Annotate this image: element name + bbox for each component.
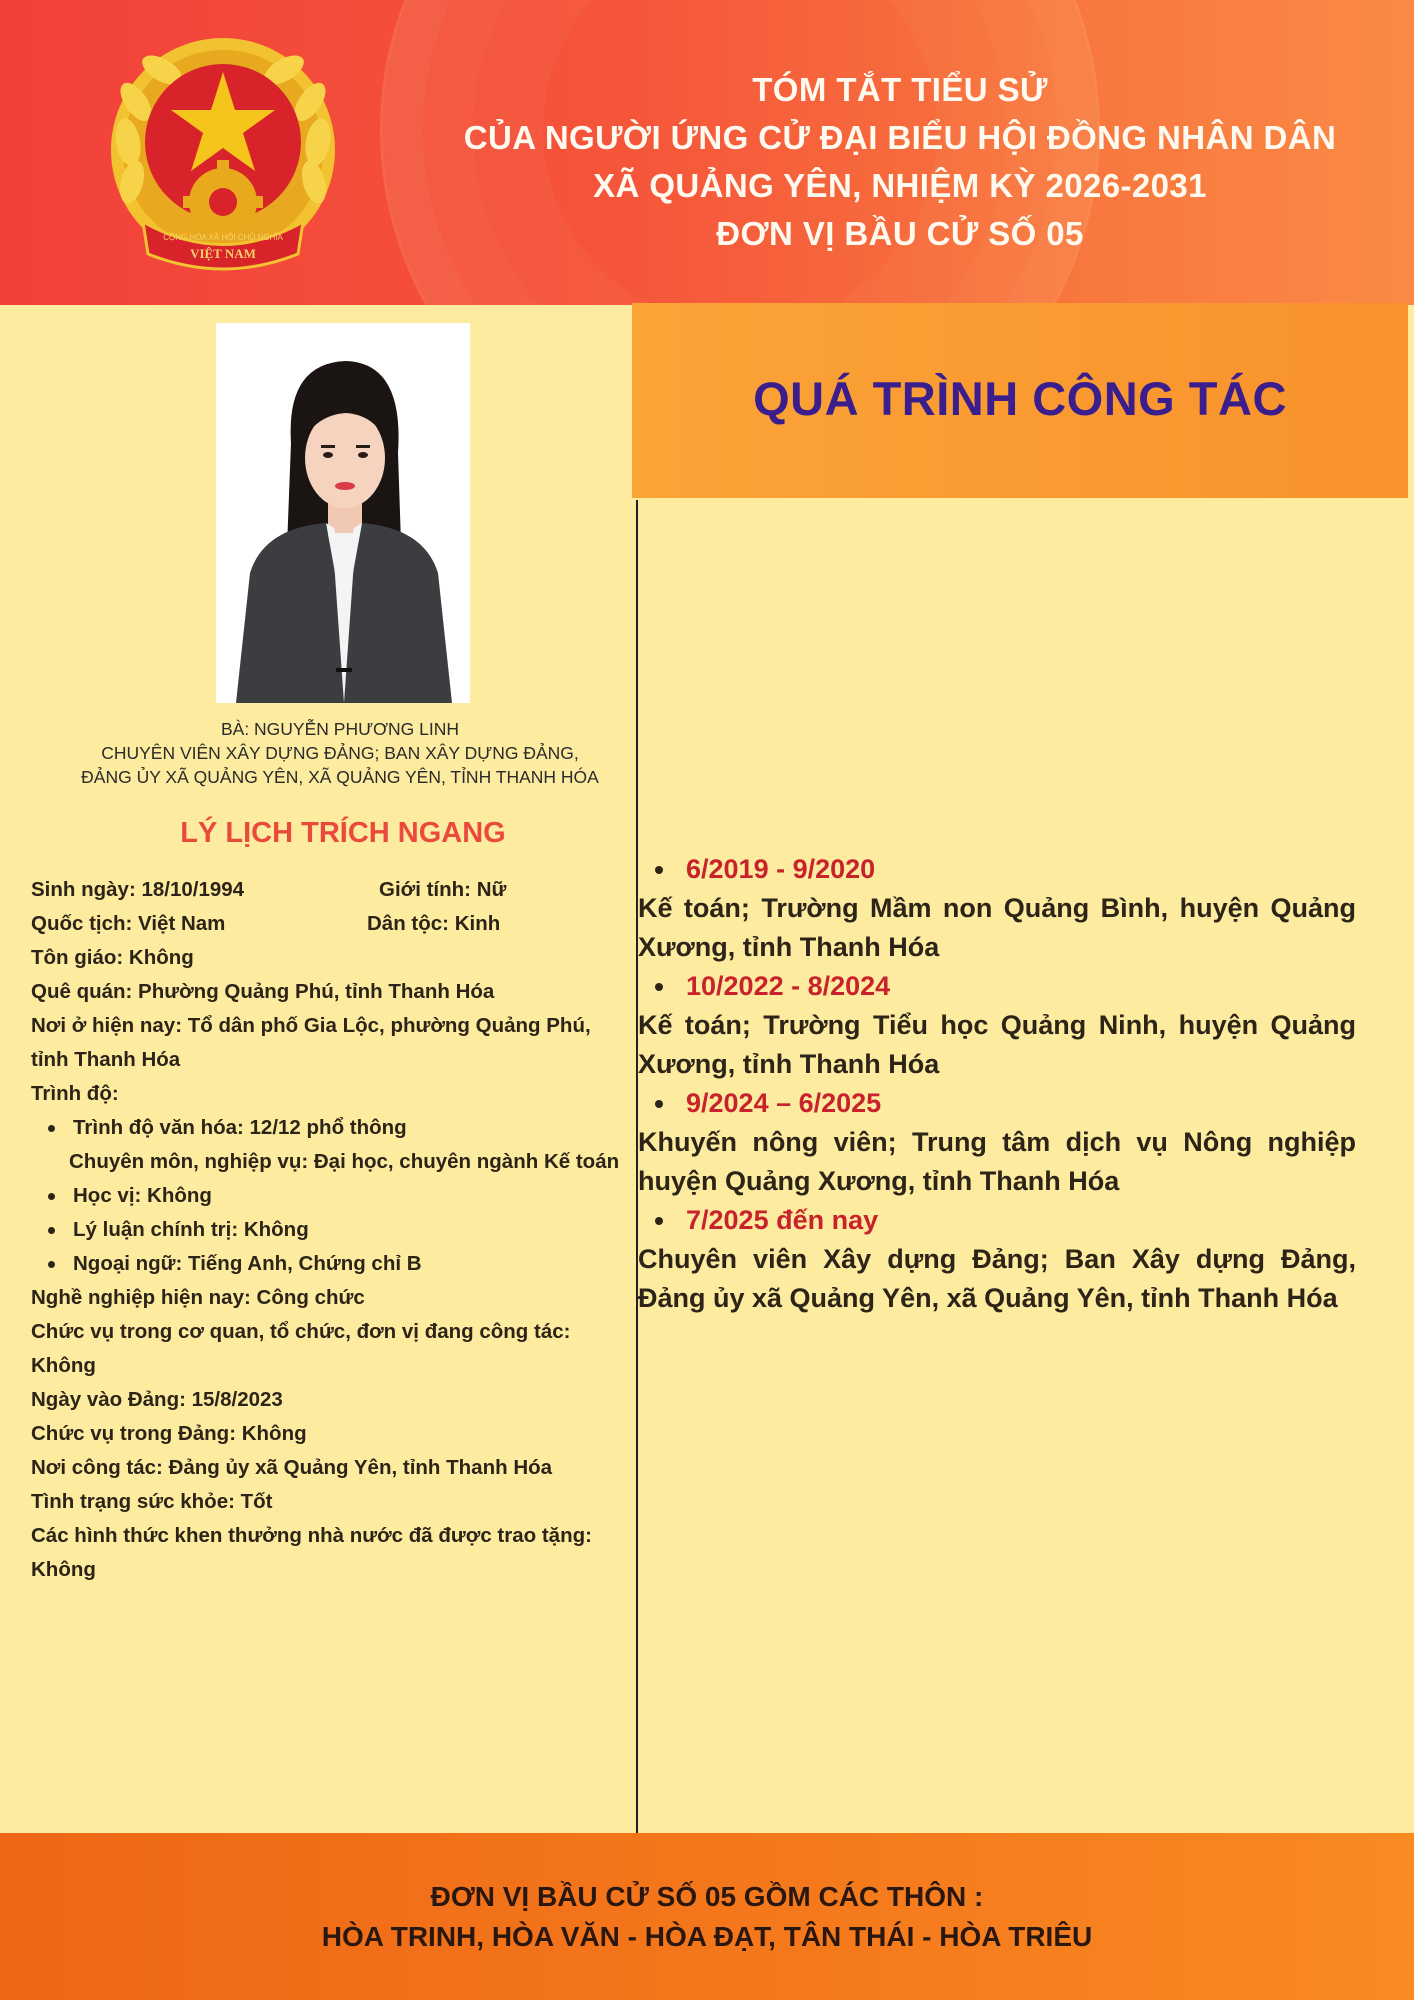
career-period-3: 9/2024 – 6/2025 [638,1084,1356,1123]
career-desc-2: Kế toán; Trường Tiểu học Quảng Ninh, huyện Quảng Xương, tỉnh Thanh Hóa [638,1010,1356,1079]
header-banner [0,0,1414,305]
header-line-4: ĐƠN VỊ BẦU CỬ SỐ 05 [716,215,1084,252]
header-line-2: CỦA NGƯỜI ỨNG CỬ ĐẠI BIỂU HỘI ĐỒNG NHÂN DÂN [463,119,1337,156]
career-desc-3: Khuyến nông viên; Trung tâm dịch vụ Nông nghiệp huyện Quảng Xương, tỉnh Thanh Hóa [638,1127,1356,1196]
footer-line-2: HÒA TRINH, HÒA VĂN - HÒA ĐẠT, TÂN THÁI - HÒA TRIÊU [321,1921,1093,1952]
footer-line-1: ĐƠN VỊ BẦU CỬ SỐ 05 GỒM CÁC THÔN : [430,1881,984,1912]
bio-nationality: Quốc tịch: Việt Nam [31,912,226,935]
bio-education-label: Trình độ: [31,1082,119,1105]
national-emblem-icon [98,32,348,282]
bio-row-dob-gender [31,873,631,907]
left-column [0,305,638,1833]
bio-specialty: Chuyên môn, nghiệp vụ: Đại học, chuyên ngành Kế toán [69,1150,620,1173]
bio-workplace: Nơi công tác: Đảng ủy xã Quảng Yên, tỉnh Thanh Hóa [31,1456,553,1479]
bio-awards: Các hình thức khen thưởng nhà nước đã được trao tặng: [31,1524,592,1547]
bio-residence: Nơi ở hiện nay: Tổ dân phố Gia Lộc, phường Quảng Phú, tỉnh Thanh Hóa [31,1014,591,1071]
bio-health: Tình trạng sức khỏe: Tốt [31,1490,273,1513]
header-line-1: TÓM TẮT TIỂU SỬ [752,71,1048,108]
header-title [420,66,1380,258]
footer-text [0,1877,1414,1957]
career-period-1: 6/2019 - 9/2020 [638,850,1356,889]
header-line-3: XÃ QUẢNG YÊN, NHIỆM KỲ 2026-2031 [593,167,1207,204]
candidate-photo [216,323,470,703]
bio-occupation: Nghề nghiệp hiện nay: Công chức [31,1286,365,1309]
bio-hometown: Quê quán: Phường Quảng Phú, tỉnh Thanh Hóa [31,980,495,1003]
bio-degree: Học vị: Không [31,1179,631,1213]
career-period-4: 7/2025 đến nay [638,1201,1356,1240]
bio-section-title: LÝ LỊCH TRÍCH NGANG [180,817,506,849]
bio-religion: Tôn giáo: Không [31,946,194,969]
bio-awards-value: Không [31,1558,96,1581]
svg-text:VIỆT NAM: VIỆT NAM [190,246,256,261]
bio-details [31,873,631,1587]
bio-party-position: Chức vụ trong Đảng: Không [31,1422,307,1445]
bio-gender: Giới tính: Nữ [379,878,507,901]
candidate-position-2: ĐẢNG ỦY XÃ QUẢNG YÊN, XÃ QUẢNG YÊN, TỈNH THANH HÓA [81,767,599,787]
svg-text:CỘNG HÒA XÃ HỘI CHỦ NGHĨA: CỘNG HÒA XÃ HỘI CHỦ NGHĨA [163,233,283,242]
career-period-2: 10/2022 - 8/2024 [638,967,1356,1006]
bio-political-theory: Lý luận chính trị: Không [31,1213,631,1247]
career-list [638,850,1356,1318]
candidate-position-1: CHUYÊN VIÊN XÂY DỰNG ĐẢNG; BAN XÂY DỰNG ĐẢNG, [101,743,579,763]
bio-foreign-language: Ngoại ngữ: Tiếng Anh, Chứng chỉ B [31,1247,631,1281]
candidate-name: BÀ: NGUYỄN PHƯƠNG LINH [220,719,460,739]
candidate-caption [20,717,660,789]
bio-ethnicity: Dân tộc: Kinh [367,912,501,935]
bio-general-education: Trình độ văn hóa: 12/12 phổ thông [31,1111,631,1145]
bio-dob: Sinh ngày: 18/10/1994 [31,878,245,901]
career-section-title: QUÁ TRÌNH CÔNG TÁC [753,372,1287,425]
career-desc-1: Kế toán; Trường Mầm non Quảng Bình, huyện Quảng Xương, tỉnh Thanh Hóa [638,893,1356,962]
bio-organization-position: Chức vụ trong cơ quan, tổ chức, đơn vị đang công tác: Không [31,1320,571,1377]
career-title-box [632,303,1408,498]
career-desc-4: Chuyên viên Xây dựng Đảng; Ban Xây dựng Đảng, Đảng ủy xã Quảng Yên, xã Quảng Yên, tỉnh Thanh Hóa [638,1244,1356,1313]
bio-row-nationality-ethnicity [31,907,631,941]
footer-banner [0,1833,1414,2000]
bio-party-join-date: Ngày vào Đảng: 15/8/2023 [31,1388,283,1411]
